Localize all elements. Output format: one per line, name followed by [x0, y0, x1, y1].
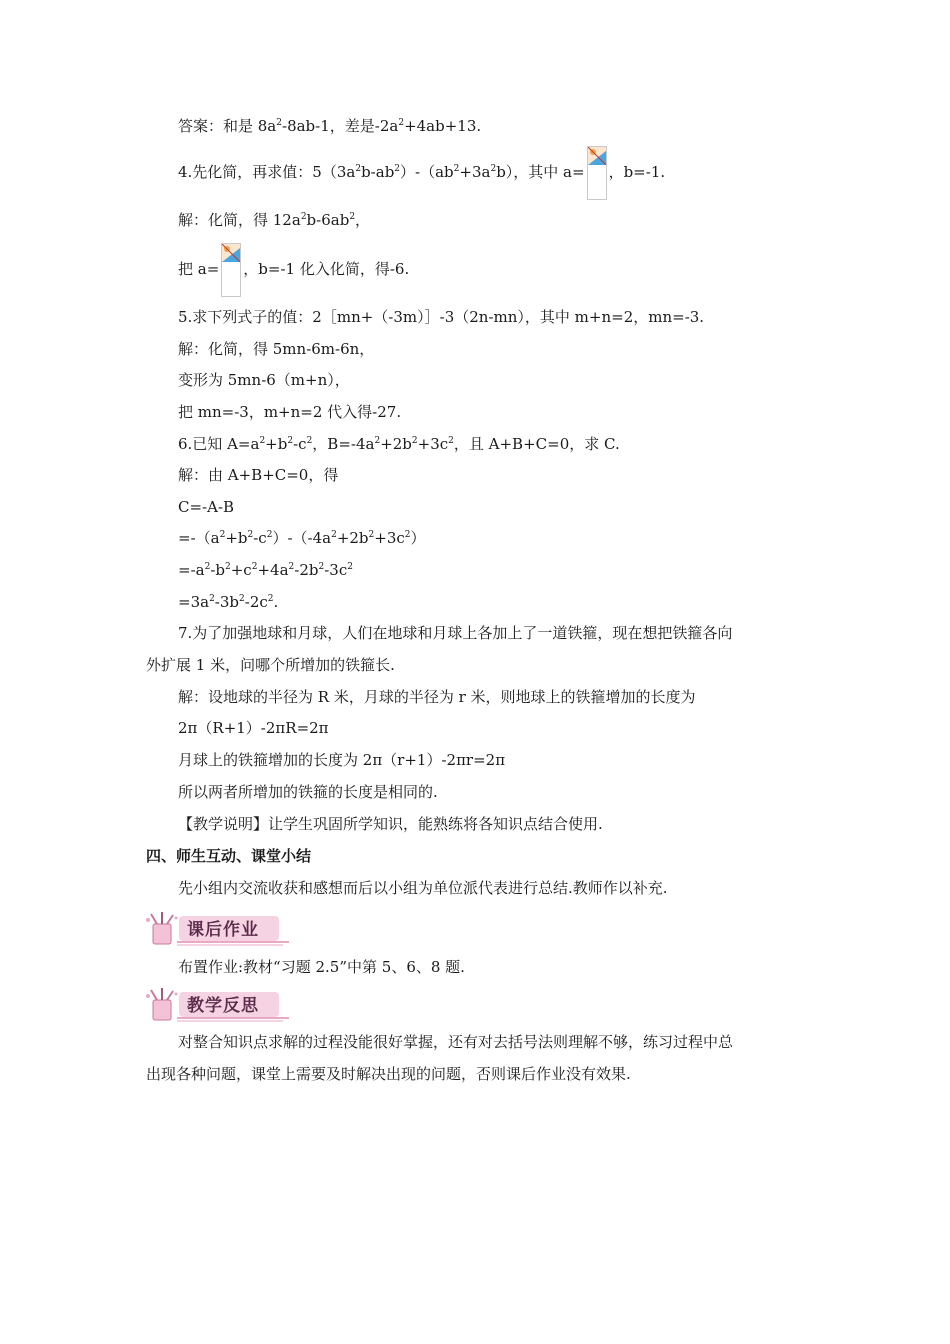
q7-solution-4: 所以两者所增加的铁箍的长度是相同的. [178, 783, 438, 801]
q4-sol2-prefix: 把 a= [178, 260, 220, 278]
homework-banner-label: 课后作业 [187, 920, 259, 940]
reflection-banner-label: 教学反思 [187, 996, 259, 1016]
reflection-text-1: 对整合知识点求解的过程没能很好掌握，还有对去括号法则理解不够，练习过程中总 [178, 1033, 734, 1051]
reflection-text-2: 出现各种问题，课堂上需要及时解决出现的问题，否则课后作业没有效果. [146, 1065, 631, 1083]
question-7-line-1: 7.为了加强地球和月球，人们在地球和月球上各加上了一道铁箍，现在想把铁箍各向 [178, 624, 733, 642]
section-4-text: 先小组内交流收获和感想而后以小组为单位派代表进行总结.教师作以补充. [178, 879, 668, 897]
q6-solution-1: 解：由 A+B+C=0，得 [178, 466, 339, 484]
q5-solution-1: 解：化简，得 5mn-6m-6n， [178, 340, 375, 358]
homework-banner [143, 912, 291, 948]
section-heading: 四、师生互动、课堂小结 [146, 847, 312, 865]
q7-solution-2: 2π（R+1）-2πR=2π [178, 719, 329, 737]
q5-solution-3: 把 mn=-3，m+n=2 代入得-27. [178, 403, 402, 421]
q7-solution-3: 月球上的铁箍增加的长度为 2π（r+1）-2πr=2π [178, 751, 506, 769]
q4-solution-1: 解：化简，得 $12a^2b-6ab^2$， [178, 211, 371, 229]
q6-solution-4: $=-a^2-b^2+c^2+4a^2-2b^2-3c^2$ [178, 561, 353, 579]
q6-solution-2: C=-A-B [178, 498, 235, 516]
fraction-image-icon [221, 243, 241, 297]
homework-text: 布置作业:教材“习题 2.5”中第 5、6、8 题. [178, 958, 465, 976]
question-5: 5.求下列式子的值：2［mn+（-3m）］-3（2n-mn），其中 m+n=2，mn=-3. [178, 308, 705, 326]
answer-line: 答案：和是 $8a^2-8ab-1$，差是$-2a^2+4ab+13$. [178, 117, 482, 135]
q4-solution-2 [178, 242, 409, 296]
q4-suffix: ，b=-1. [608, 163, 666, 181]
q4-sol2-suffix: ，b=-1 化入化简，得-6. [243, 260, 410, 278]
q6-solution-5: $=3a^2-3b^2-2c^2$. [178, 593, 279, 611]
question-7-line-2: 外扩展 1 米，问哪个所增加的铁箍长. [146, 656, 395, 674]
q5-solution-2: 变形为 5mn-6（m+n）， [178, 371, 350, 389]
question-4 [178, 145, 665, 199]
q4-prefix: 4.先化简，再求值：$5(3a^2b-ab^2)-(ab^2+3a^2b)$，其中 a= [178, 163, 585, 181]
q7-solution-1: 解：设地球的半径为 R 米，月球的半径为 r 米，则地球上的铁箍增加的长度为 [178, 688, 696, 706]
teaching-note: 【教学说明】让学生巩固所学知识，能熟练将各知识点结合使用. [178, 815, 603, 833]
question-6: 6.已知 $A=a^2+b^2-c^2$，$B=-4a^2+2b^2+3c^2$，且 A+B+C=0，求 C. [178, 435, 620, 453]
reflection-banner [143, 988, 291, 1024]
fraction-image-icon [587, 146, 607, 200]
q6-solution-3: $=-(a^2+b^2-c^2)-(-4a^2+2b^2+3c^2)$ [178, 529, 426, 547]
